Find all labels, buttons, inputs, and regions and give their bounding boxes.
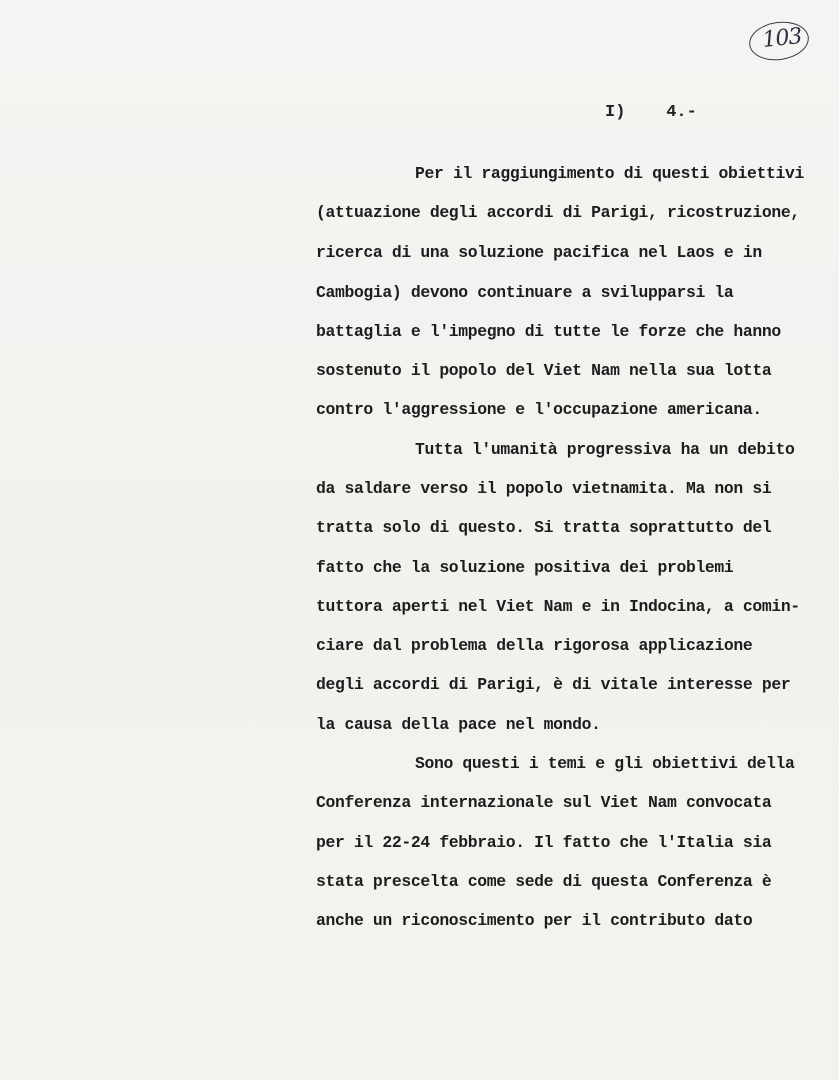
text-line: anche un riconoscimento per il contributo dato	[316, 911, 753, 930]
text-line: Tutta l'umanità progressiva ha un debito	[415, 440, 795, 459]
text-line: tuttora aperti nel Viet Nam e in Indocina, a comin-	[316, 597, 800, 616]
text-line: Conferenza internazionale sul Viet Nam convocata	[316, 793, 772, 812]
text-line: ricerca di una soluzione pacifica nel Laos e in	[316, 243, 762, 262]
text-line: contro l'aggressione e l'occupazione americana.	[316, 400, 762, 419]
text-line: ciare dal problema della rigorosa applicazione	[316, 636, 753, 655]
text-line: tratta solo di questo. Si tratta soprattutto del	[316, 518, 772, 537]
text-line: da saldare verso il popolo vietnamita. Ma non si	[316, 479, 772, 498]
page-number: I) 4.-	[605, 103, 697, 122]
text-line: stata prescelta come sede di questa Conferenza è	[316, 872, 772, 891]
text-line: Per il raggiungimento di questi obiettivi	[415, 164, 804, 183]
text-line: fatto che la soluzione positiva dei problemi	[316, 558, 734, 577]
text-line: battaglia e l'impegno di tutte le forze che hanno	[316, 322, 781, 341]
archive-stamp-number: 103	[761, 24, 803, 53]
text-line: la causa della pace nel mondo.	[316, 715, 601, 734]
text-line: sostenuto il popolo del Viet Nam nella sua lotta	[316, 361, 772, 380]
text-line: Cambogia) devono continuare a svilupparsi la	[316, 283, 734, 302]
text-line: per il 22-24 febbraio. Il fatto che l'Italia sia	[316, 833, 772, 852]
text-line: Sono questi i temi e gli obiettivi della	[415, 754, 795, 773]
text-line: degli accordi di Parigi, è di vitale interesse per	[316, 675, 791, 694]
text-line: (attuazione degli accordi di Parigi, ricostruzione,	[316, 203, 800, 222]
